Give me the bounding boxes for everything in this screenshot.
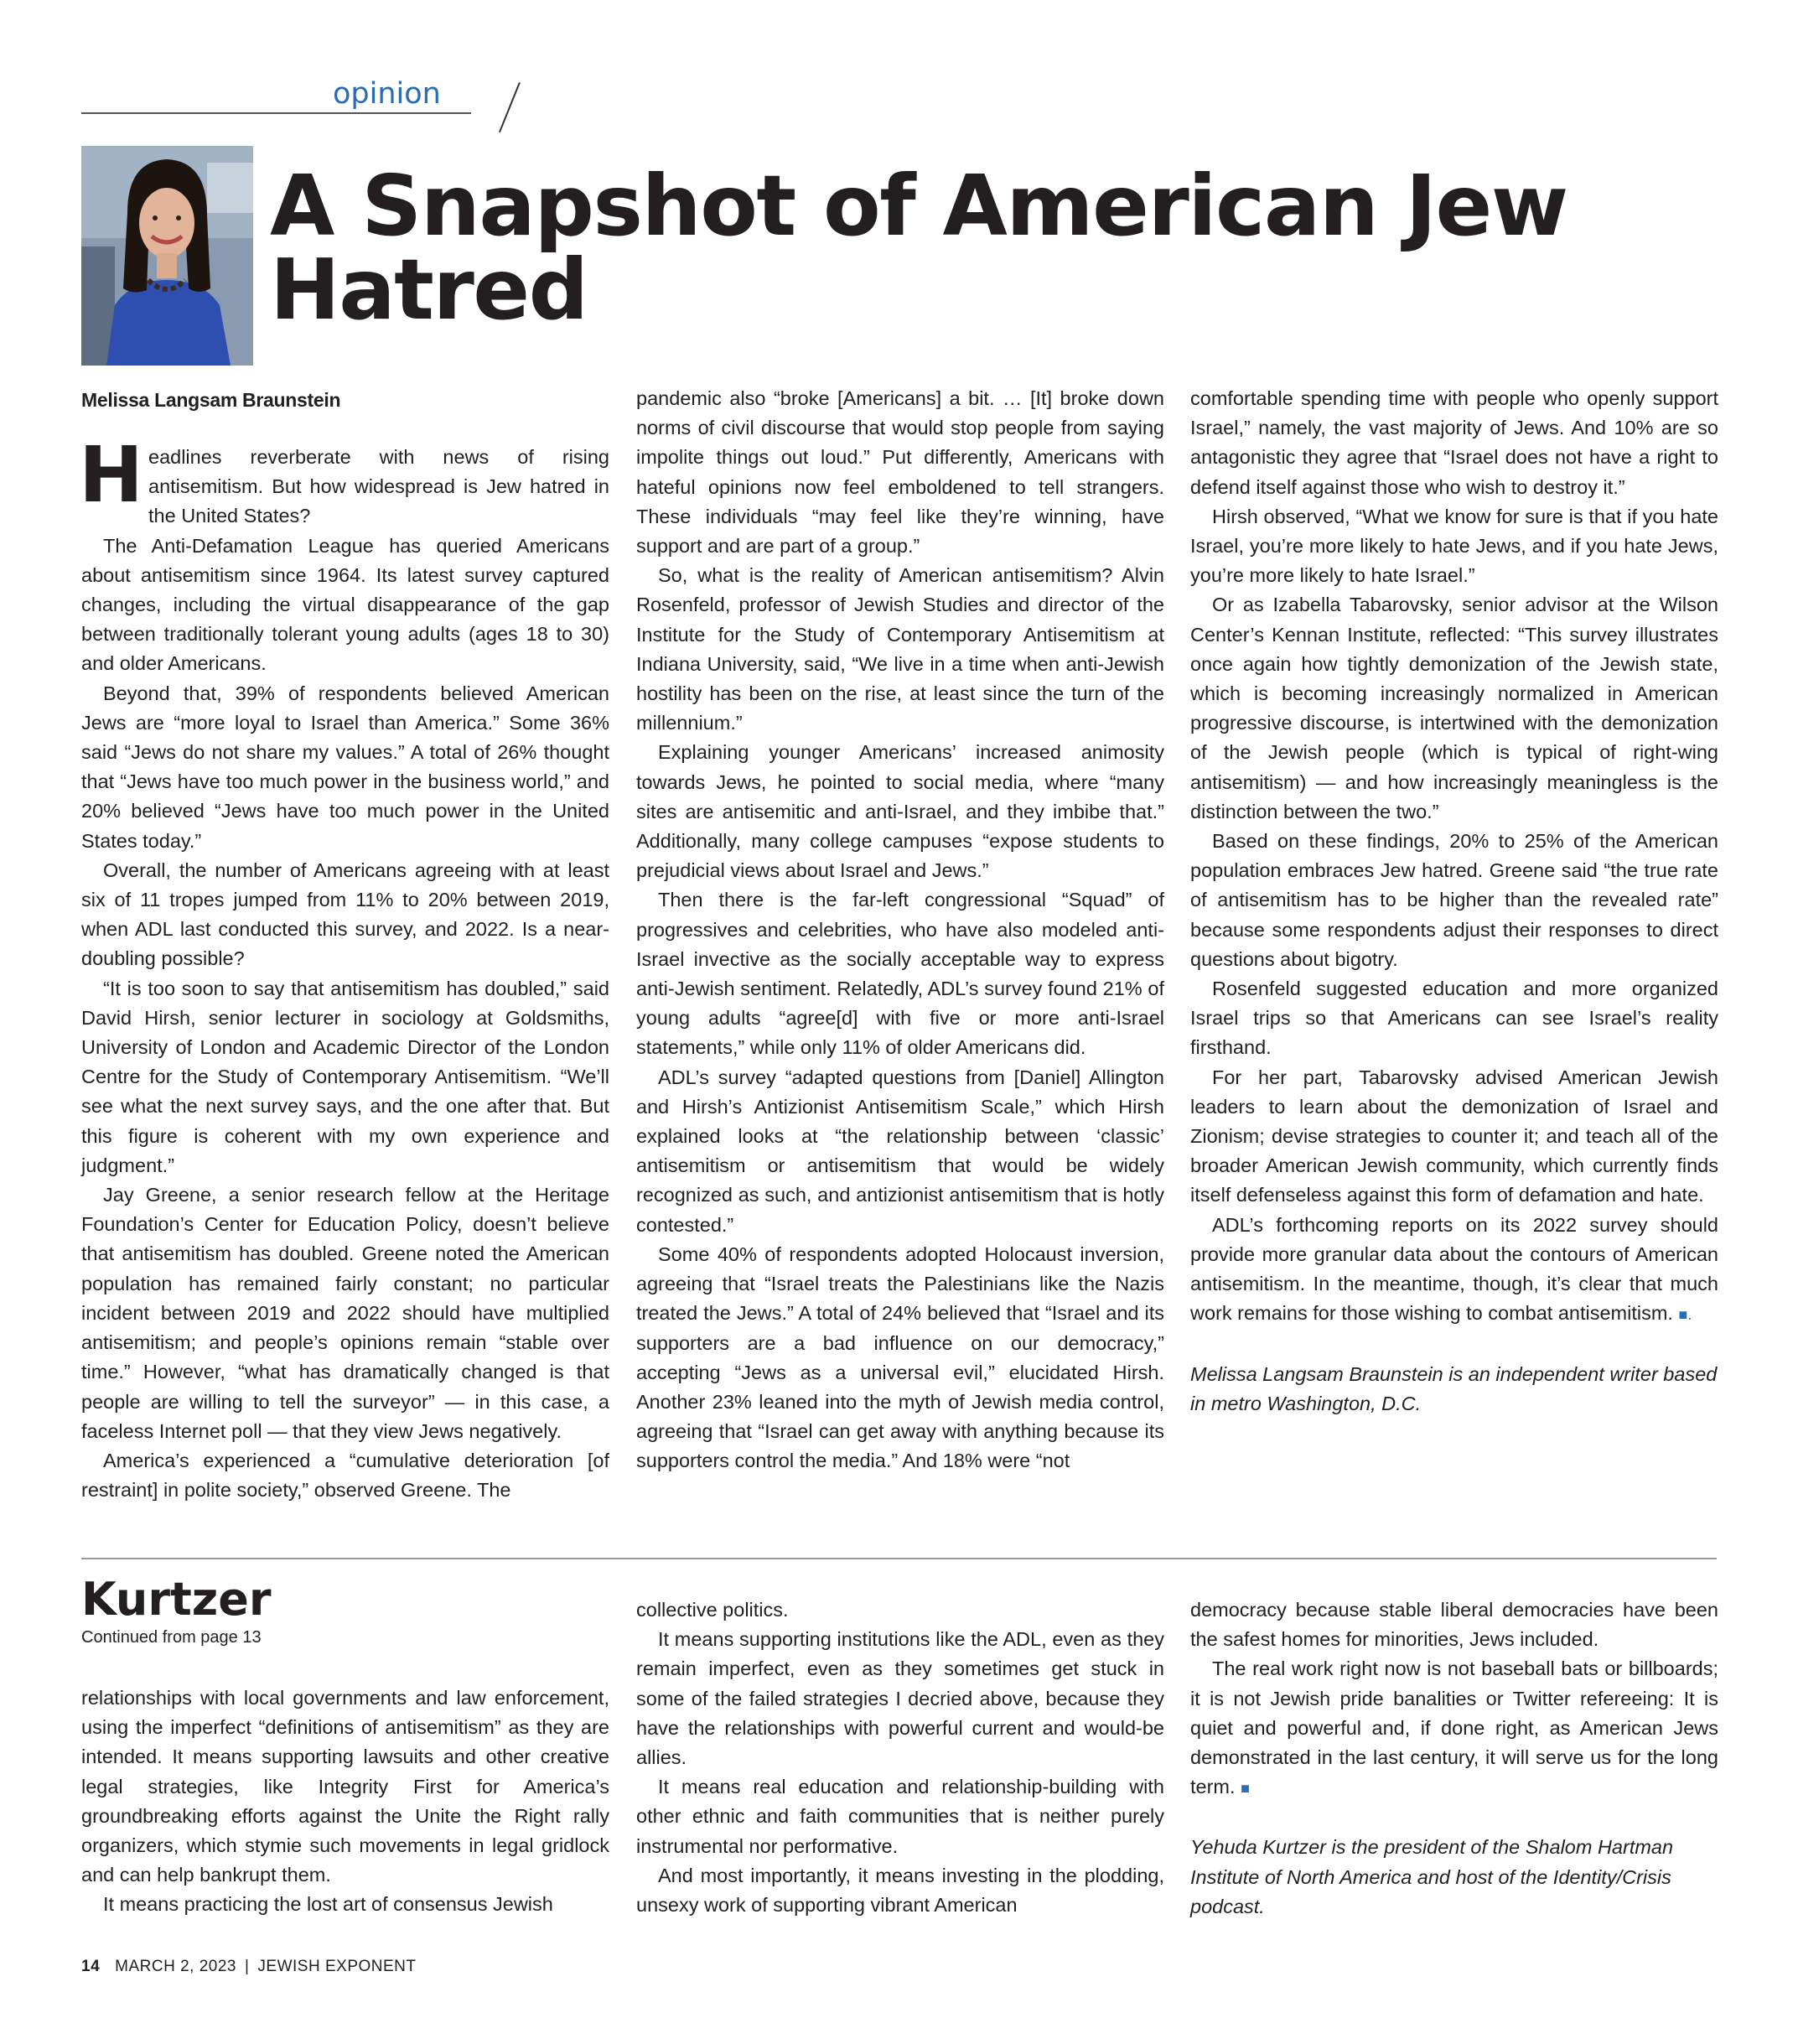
article-column-2 [636, 384, 1164, 1476]
article-paragraph: Or as Izabella Tabarovsky, senior advisor at the Wilson Center’s Kennan Institute, reflected: “This survey illustrates once again how tightly demonization of the Jewish state, which is becoming increasingly normalized in American progressive discourse, is intertwined with the demonization of the Jewish people (which is typical of right-wing antisemitism) — and how increasingly meaningless is the distinction between the two.” [1190, 594, 1718, 822]
continuation-paragraph: collective politics. [636, 1599, 789, 1621]
end-mark: ■. [1678, 1306, 1692, 1324]
article-paragraph: Based on these findings, 20% to 25% of the American population embraces Jew hatred. Greene said “the true rate of antisemitism has to be higher than the revealed rate” because some respondents adjust their responses to direct questions about bigotry. [1190, 830, 1718, 970]
article-paragraph: Explaining younger Americans’ increased animosity towards Jews, he pointed to social media, where “many sites are antisemitic and anti-Israel, and they imbibe that.” Additionally, many college campuses “expose students to prejudicial views about Israel and Jews.” [636, 741, 1164, 882]
continuation-title: Kurtzer [81, 1573, 272, 1626]
article-paragraph: The Anti-Defamation League has queried Americans about antisemitism since 1964. Its latest survey captured changes, including the virtual disappearance of the gap between traditionally tolerant young adults (ages 18 to 30) and older Americans. [81, 534, 609, 675]
section-divider [81, 1558, 1717, 1559]
folio-separator: | [244, 1958, 250, 1975]
page-number: 14 [81, 1958, 101, 1975]
drop-cap: H [79, 430, 143, 520]
end-mark: ■ [1241, 1780, 1250, 1798]
author-bio: Melissa Langsam Braunstein is an independent writer based in metro Washington, D.C. [1190, 1362, 1718, 1414]
continuation-paragraph: democracy because stable liberal democracies have been the safest homes for minorities, Jews included. [1190, 1599, 1718, 1651]
article-byline: Melissa Langsam Braunstein [81, 389, 341, 411]
continuation-column-1 [81, 1683, 609, 1920]
article-paragraph: Hirsh observed, “What we know for sure is that if you hate Israel, you’re more likely to hate Jews, and if you hate Jews, you’re more likely to hate Israel.” [1190, 505, 1718, 587]
article-column-1 [79, 430, 609, 1505]
continuation-column-2 [636, 1595, 1164, 1920]
article-paragraph: ADL’s forthcoming reports on its 2022 survey should provide more granular data about the contours of American antisemitism. In the meantime, though, it’s clear that much work remains for those wishing to combat antisemitism. ■. [1190, 1213, 1718, 1325]
article-paragraph: Rosenfeld suggested education and more organized Israel trips so that Americans can see Israel’s reality firsthand. [1190, 978, 1718, 1059]
author-photo [81, 146, 253, 366]
article-paragraph: America’s experienced a “cumulative deterioration [of restraint] in polite society,” observed Greene. The [81, 1449, 609, 1502]
article-paragraph: “It is too soon to say that antisemitism has doubled,” said David Hirsh, senior lecturer in sociology at Goldsmiths, University of London and Academic Director of the London Centre for the Study of Contemporary Antisemitism. “We’ll see what the next survey says, and the one after that. But this figure is coherent with my own experience and judgment.” [81, 977, 609, 1176]
article-paragraph: pandemic also “broke [Americans] a bit. … [It] broke down norms of civil discourse that would stop people from saying impolite things out loud.” Put differently, Americans with hateful opinions now feel emboldened to tell strangers. These individuals “may feel like they’re winning, have support and are part of a group.” [636, 387, 1164, 558]
continuation-paragraph: The real work right now is not baseball bats or billboards; it is not Jewish pride banalities or Twitter refereeing: It is quiet and powerful and, if done right, as American Jews demonstrated in the last century, it will serve us for the long term. ■ [1190, 1658, 1718, 1798]
continuation-paragraph: And most importantly, it means investing in the plodding, unsexy work of supporting vibrant American [636, 1864, 1164, 1917]
article-headline: A Snapshot of American Jew Hatred [270, 157, 1567, 339]
article-paragraph: So, what is the reality of American antisemitism? Alvin Rosenfeld, professor of Jewish Studies and director of the Institute for the Study of Contemporary Antisemitism at Indiana University, said, “We live in a time when anti-Jewish hostility has been on the rise, at least since the turn of the millennium.” [636, 564, 1164, 734]
article-paragraph: Then there is the far-left congressional “Squad” of progressives and celebrities, who have also modeled anti-Israel invective as the socially acceptable way to express anti-Jewish sentiment. Relatedly, ADL’s survey found 21% of young adults “agree[d] with five or more anti-Israel statements,” while only 11% of older Americans did. [636, 889, 1164, 1059]
article-paragraph: For her part, Tabarovsky advised American Jewish leaders to learn about the demonization of Israel and Zionism; devise strategies to counter it; and teach all of the broader American Jewish community, which currently finds itself defenseless against this form of defamation and hate. [1190, 1066, 1718, 1206]
author-portrait-image [81, 146, 253, 366]
continuation-note: Continued from page 13 [81, 1628, 262, 1647]
section-label: opinion [333, 77, 441, 111]
article-paragraph: Some 40% of respondents adopted Holocaust inversion, agreeing that “Israel treats the Palestinians like the Nazis treated the Jews.” A total of 24% believed that “Israel and its supporters are a bad influence on our democracy,” accepting “Jews as a universal evil,” elucidated Hirsh. Another 23% leaned into the myth of Jewish media control, agreeing that “Israel can get away with anything because its supporters control the media.” And 18% were “not [636, 1242, 1164, 1472]
continuation-paragraph: It means practicing the lost art of consensus Jewish [103, 1893, 553, 1916]
author-bio: Yehuda Kurtzer is the president of the Shalom Hartman Institute of North America and host of the Identity/Crisis podcast. [1190, 1836, 1674, 1917]
continuation-paragraph: relationships with local governments and law enforcement, using the imperfect “definitions of antisemitism” as they are intended. It means supporting lawsuits and other creative legal strategies, like Integrity First for America’s groundbreaking efforts against the Unite the Right rally organizers, which stymie such movements in legal gridlock and can help bankrupt them. [81, 1687, 609, 1886]
article-paragraph: comfortable spending time with people who openly support Israel,” namely, the vast majority of Jews. And 10% are so antagonistic they agree that “Israel does not have a right to defend itself against those who wish to destroy it.” [1190, 387, 1718, 498]
section-kicker [81, 74, 471, 114]
continuation-column-3 [1190, 1595, 1718, 1922]
article-paragraph: Overall, the number of Americans agreeing with at least six of 11 tropes jumped from 11% to 20% between 2019, when ADL last conducted this survey, and 2022. Is a near-doubling possible? [81, 859, 609, 970]
article-column-3 [1190, 384, 1718, 1419]
kicker-rule [81, 112, 471, 114]
publication-name: JEWISH EXPONENT [257, 1958, 417, 1975]
continuation-paragraph: It means supporting institutions like the ADL, even as they remain imperfect, even as they sometimes get stuck in some of the failed strategies I decried above, because they have the relationships with powerful current and would-be allies. [636, 1628, 1164, 1769]
article-paragraph: ADL’s survey “adapted questions from [Daniel] Allington and Hirsh’s Antizionist Antisemitism Scale,” which Hirsh explained looks at “the relationship between ‘classic’ antisemitism or antisemitism that would be widely recognized as such, and antizionist antisemitism that is hotly contested.” [636, 1066, 1164, 1236]
issue-date: MARCH 2, 2023 [115, 1958, 236, 1975]
continuation-paragraph: It means real education and relationship-building with other ethnic and faith communities that is neither purely instrumental nor performative. [636, 1776, 1164, 1857]
kicker-slash [499, 82, 521, 132]
article-paragraph: Headlines reverberate with news of rising antisemitism. But how widespread is Jew hatred in the United States? [79, 430, 609, 527]
article-paragraph: Beyond that, 39% of respondents believed American Jews are “more loyal to Israel than America.” Some 36% said “Jews do not share my values.” A total of 26% thought that “Jews have too much power in the business world,” and 20% believed “Jews have too much power in the United States today.” [81, 682, 609, 852]
article-paragraph: Jay Greene, a senior research fellow at the Heritage Foundation’s Center for Education Policy, doesn’t believe that antisemitism has doubled. Greene noted the American population has remained fairly constant; no particular incident between 2019 and 2022 should have multiplied antisemitism; and people’s opinions remain “stable over time.” However, “what has dramatically changed is that people are willing to tell the surveyor” — in this case, a faceless Internet poll — that they view Jews negatively. [81, 1184, 609, 1442]
page-folio [81, 1958, 417, 1976]
